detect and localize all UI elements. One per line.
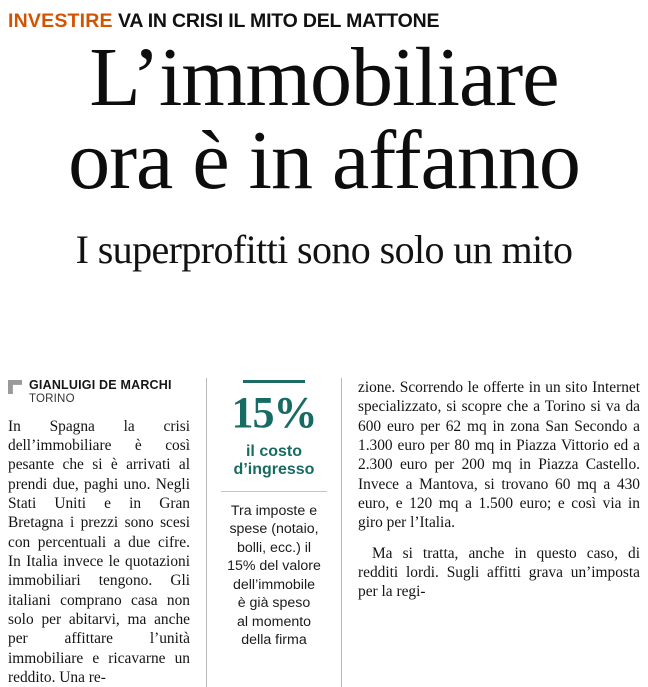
newspaper-article-page bbox=[0, 10, 648, 686]
column-right bbox=[342, 378, 640, 687]
stat-description-line: Tra imposte e bbox=[230, 502, 318, 519]
stat-number: 15% bbox=[231, 388, 317, 437]
paragraph: zione. Scorrendo le offerte in un sito Internet specializzato, si scopre che a Torino si va da 600 euro per 62 mq in zona San Secondo a 1.300 euro per 80 mq in Piazza Vittorio ed a 2.300 euro per 200 mq in Piazza Castello. Invece a Mantova, si trovano 60 mq a 430 euro, e 120 mq a 1.500 euro; e così via in giro per l’Italia. bbox=[358, 379, 640, 532]
column-center-stat bbox=[206, 378, 342, 687]
article-columns bbox=[8, 378, 640, 687]
stat-top-rule bbox=[243, 380, 305, 383]
stat-caption-line-2: d’ingresso bbox=[233, 460, 315, 478]
kicker-section-label: INVESTIRE bbox=[8, 10, 113, 32]
stat-caption-line-1: il costo bbox=[245, 443, 302, 460]
headline-line-2: ora è in affanno bbox=[68, 114, 580, 208]
stat-description bbox=[221, 502, 327, 650]
body-text-right bbox=[358, 378, 640, 602]
stat-description-line: bolli, ecc.) il bbox=[236, 539, 312, 556]
stat-caption bbox=[221, 443, 327, 479]
byline bbox=[8, 378, 190, 407]
byline-author: GIANLUIGI DE MARCHI bbox=[29, 378, 172, 392]
article-kicker bbox=[8, 10, 640, 33]
headline-line-1: L’immobiliare bbox=[89, 31, 559, 124]
paragraph: In Spagna la crisi dell’immobiliare è così pesante che si è arrivati al prendi due, paghi uno. Negli Stati Uniti e in Gran Bretagna i prezzi sono scesi con percentuali a due cifre. In Italia invece le quotazioni immobiliari tengono. Gli italiani comprano casa non solo per abitarvi, ma anche per affittare l’unità immobiliare e ricavarne un reddito. Una re- bbox=[8, 417, 190, 686]
article-subhead: I superprofitti sono solo un mito bbox=[75, 226, 573, 272]
kicker-text: VA IN CRISI IL MITO DEL MATTONE bbox=[117, 10, 440, 32]
column-left bbox=[8, 378, 206, 687]
stat-description-line: della firma bbox=[241, 631, 307, 648]
byline-location: TORINO bbox=[29, 393, 75, 406]
stat-description-line: 15% del valore bbox=[227, 558, 321, 575]
stat-description-line: dell’immobile bbox=[232, 576, 315, 593]
corner-bracket-icon bbox=[8, 380, 22, 394]
stat-divider bbox=[221, 491, 327, 492]
body-text-left bbox=[8, 417, 190, 687]
stat-description-line: spese (notaio, bbox=[229, 521, 319, 538]
page-title bbox=[8, 31, 640, 208]
stat-description-line: al momento bbox=[236, 613, 312, 630]
stat-description-line: è già speso bbox=[237, 595, 311, 612]
paragraph: Ma si tratta, anche in questo caso, di redditi lordi. Sugli affitti grava un’imposta per la regi- bbox=[358, 544, 640, 601]
